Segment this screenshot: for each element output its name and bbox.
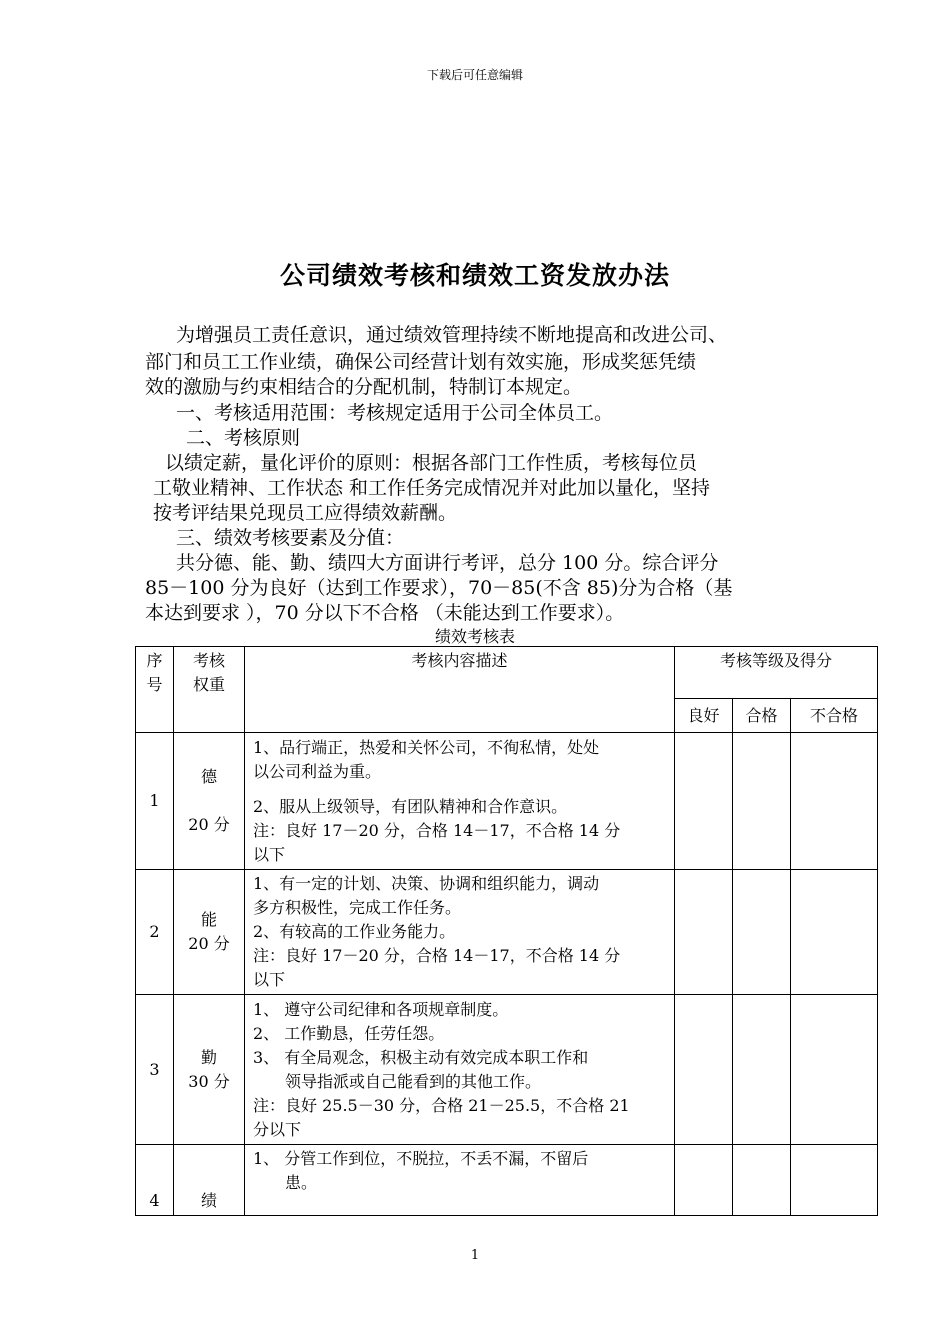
description-line: 分以下	[253, 1119, 302, 1139]
scoring-line-1: 共分德、能、勤、绩四大方面讲行考评，总分 100 分。综合评分	[176, 552, 719, 574]
paragraph-intro-line-2: 部门和员工工作业绩，确保公司经营计划有效实施，形成奖惩凭绩	[145, 351, 697, 373]
row-description	[245, 733, 675, 870]
cell-good-score[interactable]	[675, 870, 733, 995]
table-row	[136, 995, 878, 1145]
row-weight	[174, 870, 245, 995]
row-seq: 1	[136, 733, 174, 870]
scoring-line-3: 本达到要求 ），70 分以下不合格 （未能达到工作要求）。	[145, 602, 625, 624]
description-line: 以下	[253, 844, 286, 864]
cell-good-score[interactable]	[675, 733, 733, 870]
header-pass: 合格	[733, 699, 791, 733]
cell-pass-score[interactable]	[733, 733, 791, 870]
row-weight-score: 20 分	[188, 934, 230, 953]
description-line: 注：良好 17－20 分，合格 14－17，不合格 14 分	[253, 946, 621, 965]
table-row	[136, 733, 878, 870]
section-1-scope: 一、考核适用范围：考核规定适用于公司全体员工。	[176, 402, 614, 424]
description-line: 注：良好 25.5－30 分，合格 21－25.5，不合格 21	[253, 1095, 630, 1115]
principle-line-1: 以绩定薪，量化评价的原则：根据各部门工作性质，考核每位员	[165, 452, 698, 474]
description-line: 1、有一定的计划、决策、协调和组织能力，调动	[253, 874, 600, 893]
description-line: 2、有较高的工作业务能力。	[253, 922, 456, 941]
cell-pass-score[interactable]	[733, 870, 791, 995]
description-line: 多方积极性，完成工作任务。	[253, 898, 462, 917]
row-weight-name: 德	[200, 767, 217, 786]
header-note: 下载后可任意编辑	[426, 68, 523, 82]
document-title: 公司绩效考核和绩效工资发放办法	[279, 261, 670, 290]
header-weight-line-2: 权重	[192, 675, 225, 694]
row-description	[245, 870, 675, 995]
page-number: 1	[470, 1248, 480, 1263]
header-weight-line-1: 考核	[192, 651, 225, 670]
description-line: 领导指派或自己能看到的其他工作。	[285, 1071, 542, 1091]
description-line: 3、 有全局观念，积极主动有效完成本职工作和	[253, 1047, 589, 1067]
table-header-row	[136, 647, 878, 699]
description-line: 2、服从上级领导，有团队精神和合作意识。	[253, 796, 568, 816]
header-fail: 不合格	[791, 699, 878, 733]
header-content: 考核内容描述	[245, 647, 675, 733]
row-description	[245, 1145, 675, 1216]
cell-fail-score[interactable]	[791, 733, 878, 870]
header-good: 良好	[675, 699, 733, 733]
header-seq-line-2: 号	[146, 675, 163, 694]
section-3-heading: 三、绩效考核要素及分值：	[176, 527, 405, 549]
cell-good-score[interactable]	[675, 995, 733, 1145]
table-row	[136, 1145, 878, 1216]
cell-good-score[interactable]	[675, 1145, 733, 1216]
cell-pass-score[interactable]	[733, 995, 791, 1145]
row-weight	[174, 995, 245, 1145]
cell-fail-score[interactable]	[791, 1145, 878, 1216]
row-description	[245, 995, 675, 1145]
description-line: 1、品行端正，热爱和关怀公司，不徇私情，处处	[253, 737, 600, 757]
paragraph-intro-line-1: 为增强员工责任意识，通过绩效管理持续不断地提高和改进公司、	[176, 324, 728, 346]
description-line: 以下	[253, 970, 286, 989]
description-line: 1、 遵守公司纪律和各项规章制度。	[253, 999, 509, 1019]
row-seq: 4	[136, 1145, 174, 1216]
row-weight-name: 勤	[200, 1047, 217, 1067]
scoring-line-2: 85－100 分为良好（达到工作要求），70－85(不含 85)分为合格（基	[145, 577, 733, 599]
row-seq: 2	[136, 870, 174, 995]
appraisal-table	[135, 646, 878, 1216]
principle-line-2: 工敬业精神、工作状态 和工作任务完成情况并对此加以量化，坚持	[153, 477, 711, 499]
principle-line-3: 按考评结果兑现员工应得绩效薪酬。	[153, 502, 458, 524]
description-line: 患。	[285, 1173, 318, 1192]
description-line: 1、 分管工作到位，不脱拉，不丢不漏，不留后	[253, 1149, 589, 1168]
header-seq	[136, 647, 174, 733]
description-line: 2、 工作勤恳，任劳任怨。	[253, 1023, 445, 1043]
row-weight-score: 20 分	[188, 815, 230, 834]
table-row	[136, 870, 878, 995]
cell-fail-score[interactable]	[791, 995, 878, 1145]
paragraph-intro-line-3: 效的激励与约束相结合的分配机制，特制订本规定。	[145, 376, 583, 398]
description-line: 以公司利益为重。	[253, 761, 382, 781]
header-seq-line-1: 序	[146, 651, 163, 670]
row-seq: 3	[136, 995, 174, 1145]
header-weight	[174, 647, 245, 733]
section-2-heading: 二、考核原则	[186, 427, 301, 449]
header-grade: 考核等级及得分	[675, 647, 878, 699]
cell-fail-score[interactable]	[791, 870, 878, 995]
description-line: 注：良好 17－20 分，合格 14－17，不合格 14 分	[253, 820, 621, 840]
table-caption: 绩效考核表	[434, 627, 515, 646]
row-weight-score: 30 分	[188, 1071, 230, 1091]
row-weight-name: 绩	[174, 1145, 245, 1216]
cell-pass-score[interactable]	[733, 1145, 791, 1216]
row-weight	[174, 733, 245, 870]
row-weight-name: 能	[200, 910, 217, 929]
